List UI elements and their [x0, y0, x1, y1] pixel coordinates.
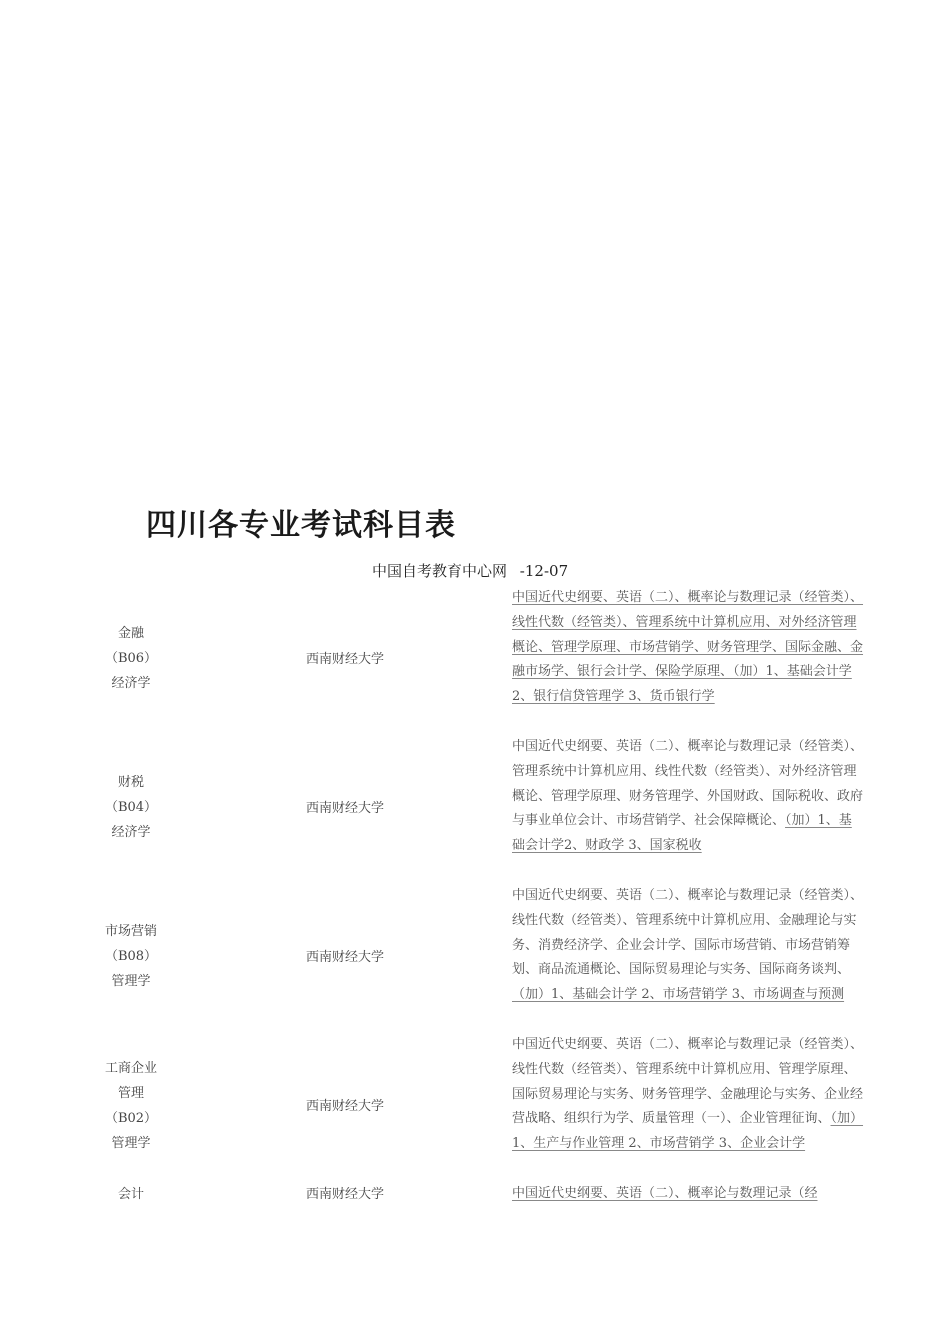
- major-cell: [96, 1182, 166, 1207]
- document-title: 四川各专业考试科目表: [146, 508, 456, 543]
- subjects-cell: [512, 735, 864, 859]
- school-cell: 西南财经大学: [305, 1187, 384, 1202]
- major-code: （B02）: [104, 1111, 158, 1126]
- major-name: 金融: [117, 626, 144, 641]
- subjects-list: 中国近代史纲要、英语（二）、概率论与数理记录（经管类）、线性代数（经管类）、管理系统中计算机应用、管理学原理、国际贸易理论与实务、财务管理学、金融理论与实务、企业经营战略、组织行为学、质量管理（一）、企业管理征询、: [512, 1037, 864, 1127]
- major-cell: [96, 621, 166, 696]
- subjects-cell: [512, 884, 864, 1008]
- major-cell: [96, 770, 166, 845]
- school-cell: 西南财经大学: [305, 950, 384, 965]
- subjects-additional: （加）1、基础会计学 2、银行信贷管理学 3、货币银行学: [512, 664, 852, 705]
- major-name-line2: 管理: [117, 1086, 144, 1101]
- source-label: 中国自考教育中心网: [372, 562, 508, 580]
- subjects-cell: [512, 1033, 864, 1157]
- subjects-additional: （加）1、基础会计学2、财政学 3、国家税收: [512, 813, 852, 854]
- major-cell: [96, 919, 166, 994]
- school-cell: 西南财经大学: [305, 652, 384, 667]
- subjects-cell: [512, 1182, 864, 1207]
- subjects-additional: （加）1、生产与作业管理 2、市场营销学 3、企业会计学: [512, 1111, 864, 1152]
- major-category: 管理学: [111, 1136, 151, 1151]
- school-cell: 西南财经大学: [305, 801, 384, 816]
- subjects-cell: [512, 586, 864, 710]
- subjects-list: 中国近代史纲要、英语（二）、概率论与数理记录（经管类）、线性代数（经管类）、管理系统中计算机应用、对外经济管理概论、管理学原理、市场营销学、财务管理学、国际金融、金融市场学、银行会计学、保险学原理、: [512, 590, 864, 680]
- major-code: （B06）: [104, 651, 158, 666]
- subjects-additional: （加）1、基础会计学 2、市场营销学 3、市场调查与预测: [512, 987, 845, 1003]
- major-code: （B04）: [104, 800, 158, 815]
- major-cell: [96, 1056, 166, 1156]
- major-name: 市场营销: [104, 924, 157, 939]
- document-meta: [372, 560, 568, 581]
- major-category: 管理学: [111, 974, 151, 989]
- subjects-list: 中国近代史纲要、英语（二）、概率论与数理记录（经管类）、线性代数（经管类）、管理系统中计算机应用、金融理论与实务、消费经济学、企业会计学、国际市场营销、市场营销筹划、商品流通概论、国际贸易理论与实务、国际商务谈判、: [512, 888, 864, 978]
- subjects-list: 中国近代史纲要、英语（二）、概率论与数理记录（经管类）、管理系统中计算机应用、线性代数（经管类）、对外经济管理概论、管理学原理、财务管理学、外国财政、国际税收、政府与事业单位会计、市场营销学、社会保障概论、: [512, 739, 864, 829]
- major-name: 会计: [117, 1187, 144, 1202]
- school-cell: 西南财经大学: [305, 1099, 384, 1114]
- major-category: 经济学: [111, 676, 151, 691]
- major-name: 财税: [117, 775, 144, 790]
- major-code: （B08）: [104, 949, 158, 964]
- subjects-list: 中国近代史纲要、英语（二）、概率论与数理记录（经: [512, 1186, 818, 1201]
- major-category: 经济学: [111, 825, 151, 840]
- publish-date: -12-07: [519, 562, 569, 580]
- major-name: 工商企业: [104, 1061, 157, 1076]
